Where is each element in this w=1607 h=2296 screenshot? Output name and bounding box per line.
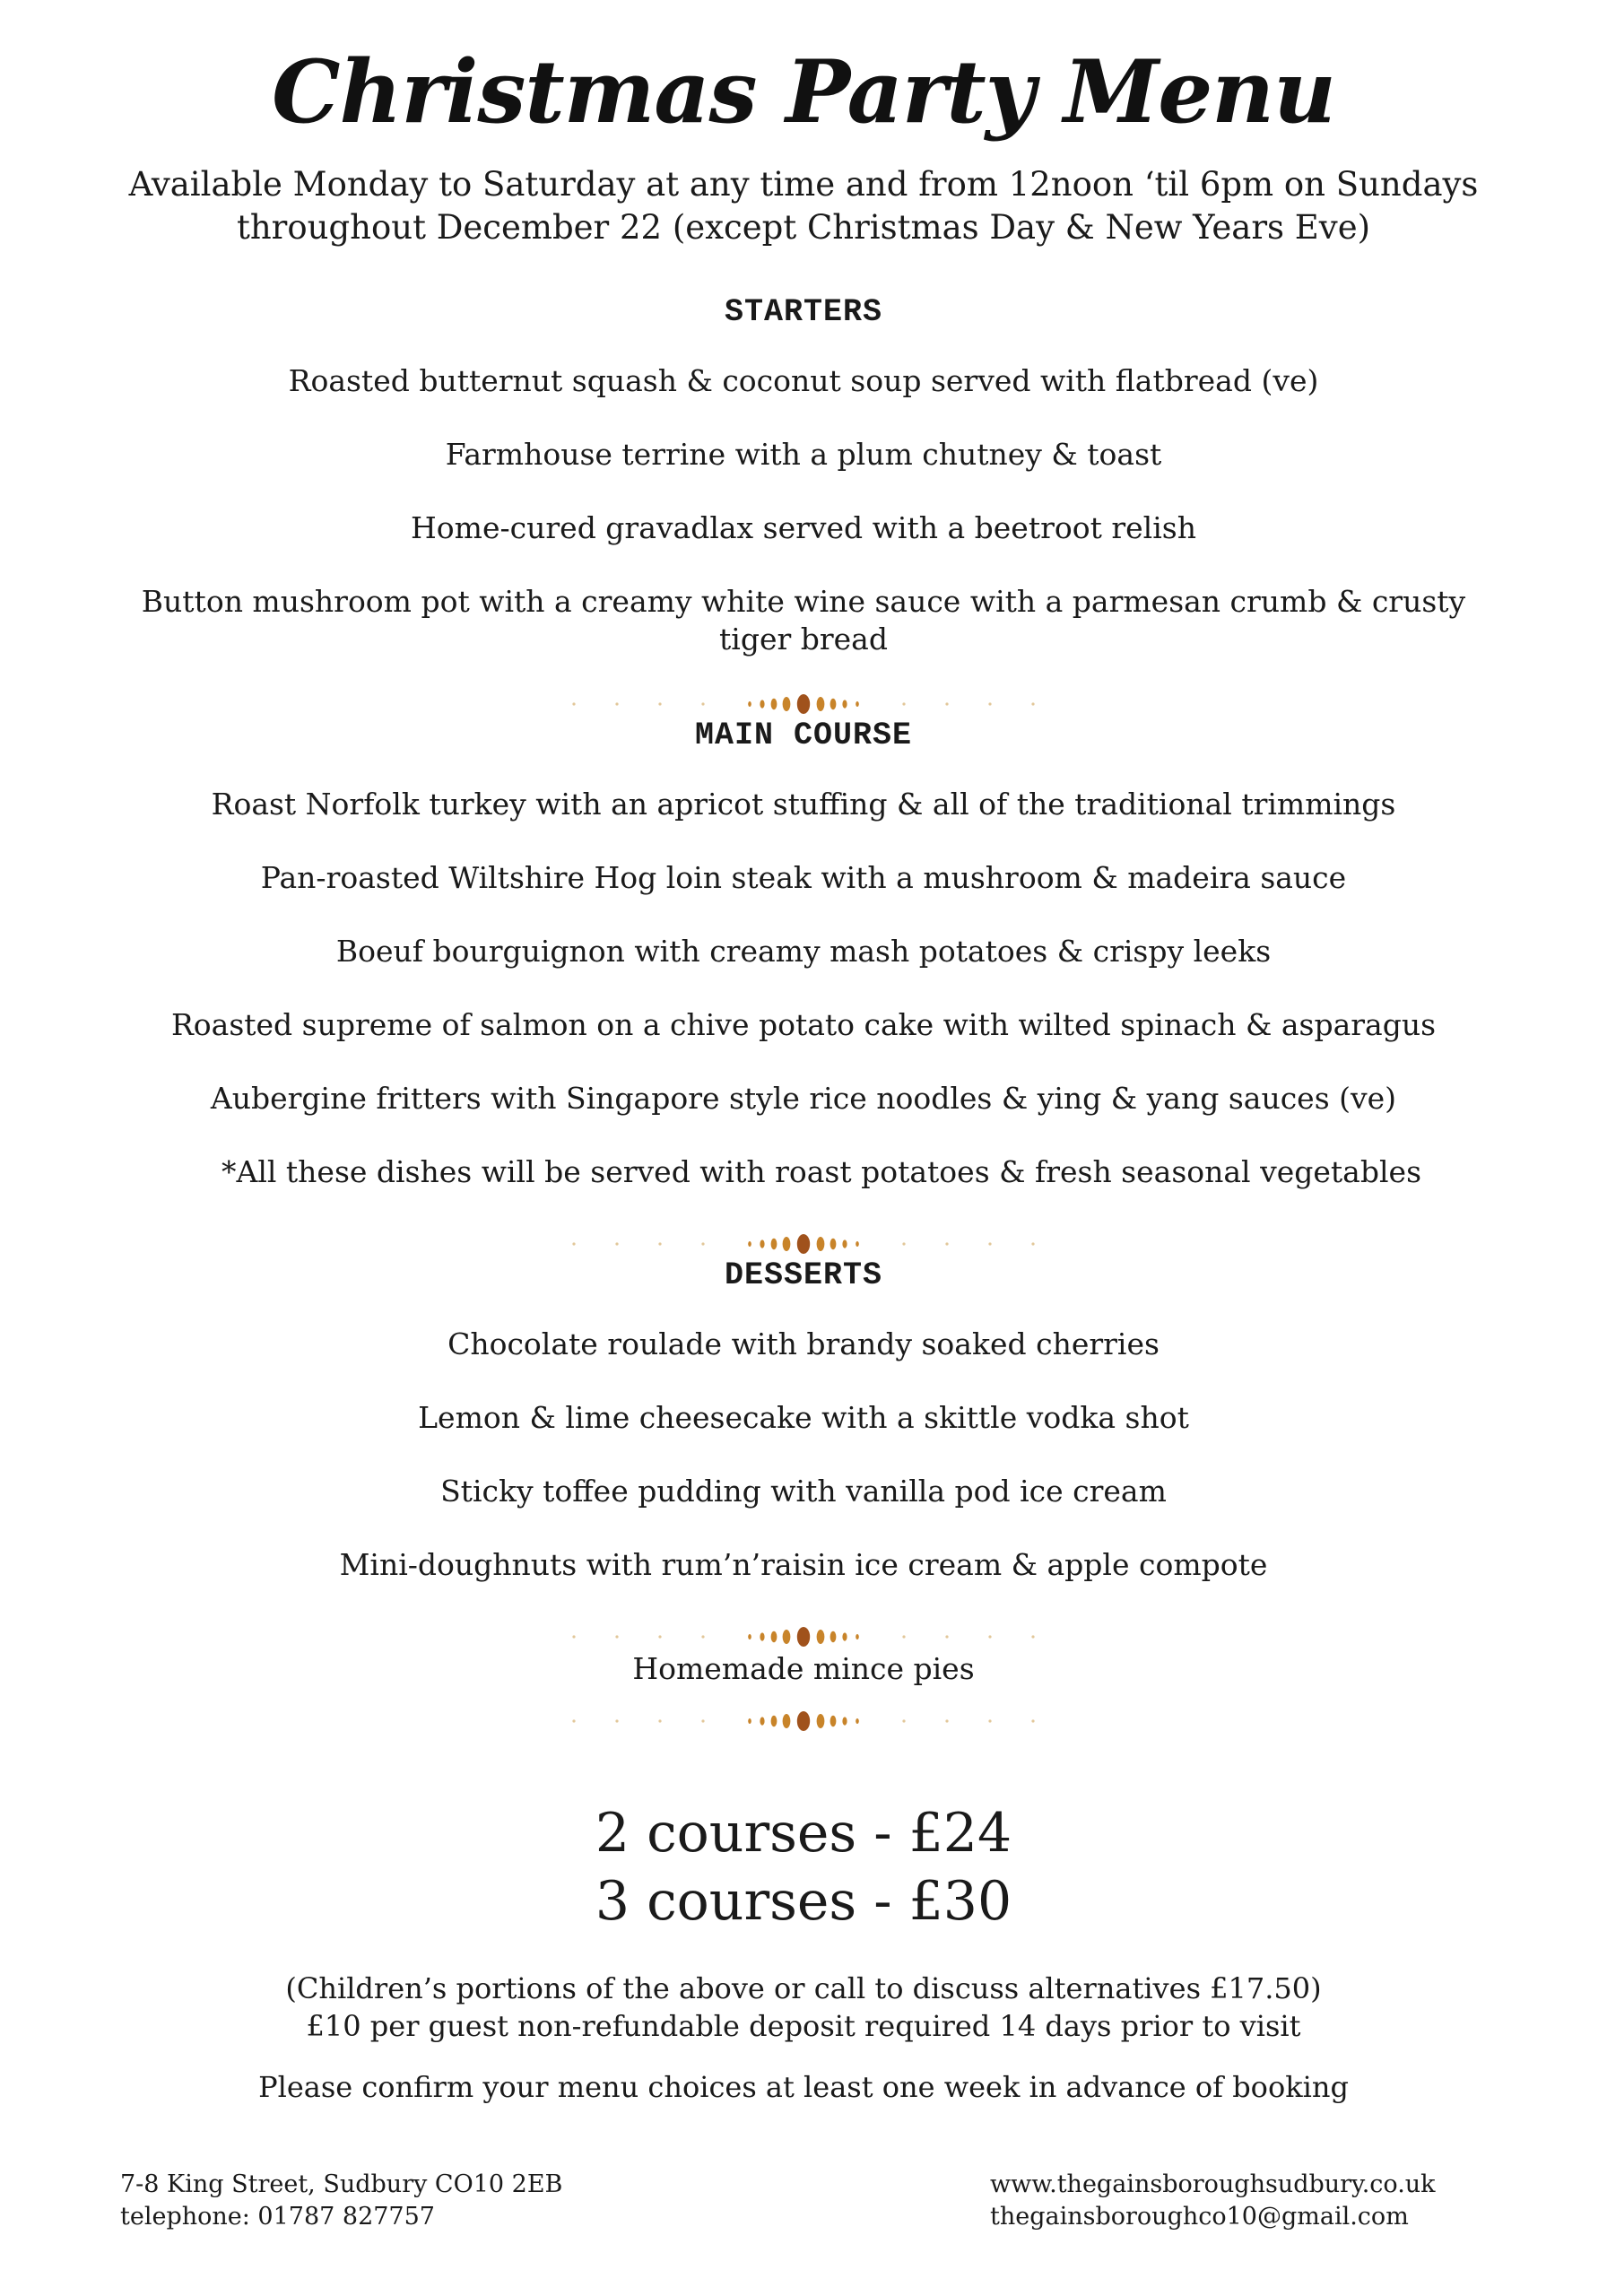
ornament-dot bbox=[701, 1635, 704, 1638]
confirm-note: Please confirm your menu choices at least one week in advance of booking bbox=[258, 2070, 1349, 2104]
ornament-bead bbox=[842, 700, 847, 708]
ornament-bead bbox=[771, 1239, 777, 1249]
ornament-dot bbox=[1031, 1242, 1034, 1245]
ornament-bead bbox=[830, 1239, 837, 1249]
ornament-dot bbox=[988, 1719, 991, 1722]
starter-item-2: Farmhouse terrine with a plum chutney & toast bbox=[445, 437, 1162, 472]
ornament-bead bbox=[817, 1714, 825, 1728]
ornament-bead bbox=[760, 700, 764, 708]
ornament-dot bbox=[658, 1242, 661, 1245]
ornament-bead bbox=[797, 1711, 810, 1731]
main-item-2: Pan-roasted Wiltshire Hog loin steak with a mushroom & madeira sauce bbox=[260, 860, 1347, 895]
ornament-bead bbox=[760, 1717, 764, 1725]
dessert-item-3: Sticky toffee pudding with vanilla pod ice cream bbox=[440, 1474, 1167, 1509]
ornament-dot bbox=[701, 1242, 704, 1245]
ornament-dot bbox=[658, 1719, 661, 1722]
starter-item-3: Home-cured gravadlax served with a beetroot relish bbox=[411, 510, 1196, 545]
divider-ornament bbox=[538, 691, 1069, 718]
divider-ornament bbox=[538, 1231, 1069, 1257]
ornament-dot bbox=[902, 1242, 905, 1245]
ornament-bead bbox=[748, 1718, 751, 1724]
ornament-dot bbox=[988, 702, 991, 705]
ornament-dot bbox=[902, 1719, 905, 1722]
ornament-bead bbox=[856, 1718, 859, 1724]
ornament-dot bbox=[572, 1635, 575, 1638]
ornament-dot bbox=[902, 702, 905, 705]
ornament-dot bbox=[945, 1242, 948, 1245]
main-item-4: Roasted supreme of salmon on a chive potato cake with wilted spinach & asparagus bbox=[170, 1007, 1437, 1042]
ornament-bead bbox=[817, 1630, 825, 1644]
footer-website[interactable]: www.thegainsboroughsudbury.co.uk bbox=[990, 2170, 1436, 2198]
ornament-bead bbox=[830, 699, 837, 709]
starters-heading: STARTERS bbox=[724, 294, 883, 330]
children-note: (Children’s portions of the above or call to discuss alternatives £17.50) bbox=[285, 1971, 1322, 2005]
ornament-bead bbox=[771, 699, 777, 709]
ornament-dot bbox=[572, 1719, 575, 1722]
ornament-dot bbox=[945, 1719, 948, 1722]
divider-ornament bbox=[538, 1623, 1069, 1650]
dessert-item-1: Chocolate roulade with brandy soaked cherries bbox=[447, 1326, 1160, 1361]
ornament-beads bbox=[538, 1623, 1069, 1650]
availability-line-1: Available Monday to Saturday at any time and from 12noon ‘til 6pm on Sundays bbox=[128, 165, 1479, 204]
starter-item-4: Button mushroom pot with a creamy white wine sauce with a parmesan crumb & crusty tiger bread bbox=[141, 584, 1466, 657]
ornament-bead bbox=[842, 1717, 847, 1725]
ornament-bead bbox=[830, 1716, 837, 1726]
ornament-bead bbox=[842, 1239, 847, 1248]
ornament-dot bbox=[572, 1242, 575, 1245]
ornament-bead bbox=[842, 1632, 847, 1640]
ornament-dot bbox=[615, 1242, 618, 1245]
ornament-bead bbox=[797, 1627, 810, 1647]
mince-pies-text: Homemade mince pies bbox=[632, 1651, 975, 1686]
ornament-bead bbox=[783, 697, 791, 711]
ornament-bead bbox=[817, 1237, 825, 1251]
ornament-bead bbox=[783, 1237, 791, 1251]
ornament-bead bbox=[748, 701, 751, 707]
ornament-bead bbox=[856, 701, 859, 707]
starter-item-1: Roasted butternut squash & coconut soup served with flatbread (ve) bbox=[288, 363, 1319, 398]
ornament-beads bbox=[538, 691, 1069, 718]
desserts-heading: DESSERTS bbox=[724, 1257, 883, 1293]
ornament-bead bbox=[760, 1632, 764, 1640]
main-item-1: Roast Norfolk turkey with an apricot stuffing & all of the traditional trimmings bbox=[211, 787, 1396, 822]
ornament-bead bbox=[797, 694, 810, 714]
ornament-bead bbox=[771, 1716, 777, 1726]
price-three-courses: 3 courses - £30 bbox=[595, 1870, 1012, 1933]
ornament-dot bbox=[701, 1719, 704, 1722]
ornament-bead bbox=[771, 1631, 777, 1642]
ornament-bead bbox=[856, 1634, 859, 1639]
ornament-dot bbox=[945, 1635, 948, 1638]
ornament-dot bbox=[658, 702, 661, 705]
ornament-dot bbox=[1031, 1635, 1034, 1638]
dessert-item-4: Mini-doughnuts with rum’n’raisin ice cream & apple compote bbox=[339, 1547, 1268, 1582]
ornament-dot bbox=[615, 1635, 618, 1638]
ornament-beads bbox=[538, 1231, 1069, 1257]
ornament-dot bbox=[988, 1242, 991, 1245]
main-course-note: *All these dishes will be served with roast potatoes & fresh seasonal vegetables bbox=[221, 1154, 1421, 1189]
page-title: Christmas Party Menu bbox=[272, 41, 1335, 143]
ornament-bead bbox=[783, 1630, 791, 1644]
footer-telephone: telephone: 01787 827757 bbox=[120, 2203, 435, 2231]
ornament-bead bbox=[783, 1714, 791, 1728]
ornament-dot bbox=[615, 1719, 618, 1722]
ornament-beads bbox=[538, 1708, 1069, 1735]
ornament-bead bbox=[748, 1241, 751, 1247]
ornament-dot bbox=[988, 1635, 991, 1638]
main-item-5: Aubergine fritters with Singapore style rice noodles & ying & yang sauces (ve) bbox=[210, 1081, 1397, 1116]
ornament-dot bbox=[658, 1635, 661, 1638]
availability-text bbox=[108, 163, 1499, 249]
divider-ornament bbox=[538, 1708, 1069, 1735]
footer-email[interactable]: thegainsboroughco10@gmail.com bbox=[990, 2203, 1409, 2231]
ornament-dot bbox=[1031, 702, 1034, 705]
ornament-bead bbox=[797, 1234, 810, 1254]
ornament-dot bbox=[572, 702, 575, 705]
ornament-dot bbox=[701, 702, 704, 705]
ornament-bead bbox=[830, 1631, 837, 1642]
footer-online bbox=[990, 2169, 1436, 2233]
ornament-bead bbox=[817, 697, 825, 711]
dessert-item-2: Lemon & lime cheesecake with a skittle vodka shot bbox=[418, 1400, 1189, 1435]
ornament-bead bbox=[856, 1241, 859, 1247]
ornament-dot bbox=[615, 702, 618, 705]
deposit-note: £10 per guest non-refundable deposit required 14 days prior to visit bbox=[306, 2009, 1301, 2043]
price-two-courses: 2 courses - £24 bbox=[595, 1802, 1012, 1865]
ornament-bead bbox=[760, 1239, 764, 1248]
footer-address: 7-8 King Street, Sudbury CO10 2EB bbox=[120, 2170, 563, 2198]
main-item-3: Boeuf bourguignon with creamy mash potatoes & crispy leeks bbox=[335, 934, 1272, 969]
footer-contact bbox=[120, 2169, 562, 2233]
ornament-dot bbox=[902, 1635, 905, 1638]
availability-line-2: throughout December 22 (except Christmas Day & New Years Eve) bbox=[236, 208, 1371, 247]
main-course-heading: MAIN COURSE bbox=[694, 718, 913, 753]
ornament-bead bbox=[748, 1634, 751, 1639]
ornament-dot bbox=[1031, 1719, 1034, 1722]
ornament-dot bbox=[945, 702, 948, 705]
